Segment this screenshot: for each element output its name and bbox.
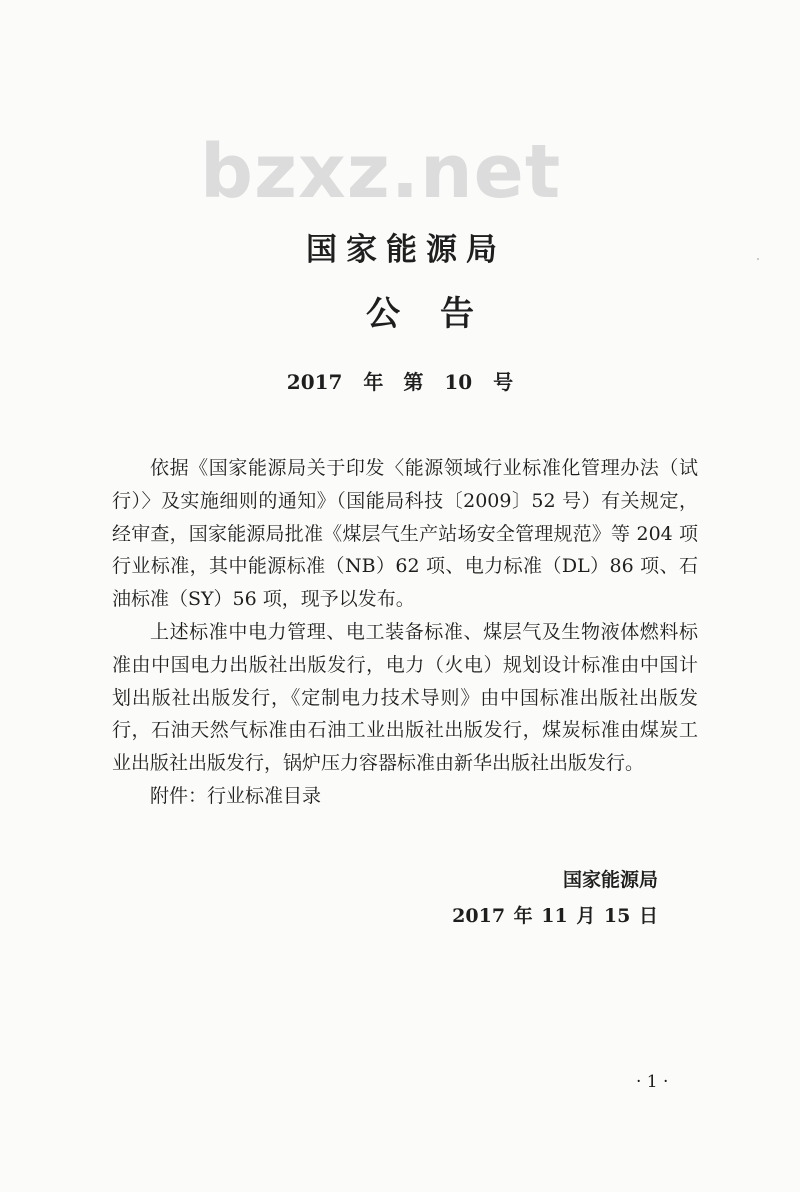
scan-speck — [757, 258, 759, 260]
issue-number: 2017 年 第 10 号 — [286, 370, 514, 394]
signature-block — [452, 862, 658, 934]
watermark: bzxz.net — [200, 129, 562, 215]
document-type-title: 公告 — [366, 294, 514, 334]
paragraph-attachment: 附件：行业标准目录 — [150, 784, 322, 807]
signature-agency: 国家能源局 — [562, 869, 658, 891]
announcement-body — [112, 452, 698, 813]
paragraph-approval: 依据《国家能源局关于印发〈能源领域行业标准化管理办法（试行）〉及实施细则的通知》（国能局科技〔2009〕52 号）有关规定，经审查，国家能源局批准《煤层气生产站场安全管理规范》等 204 项行业标准，其中能源标准（NB）62 项、电力标准（DL）86 项、石油标准（SY）56 项，现予以发布。 — [112, 457, 698, 611]
agency-title: 国家能源局 — [306, 232, 506, 268]
page-number: · 1 · — [636, 1072, 669, 1092]
signature-date: 2017 年 11 月 15 日 — [452, 905, 658, 927]
paragraph-publishers: 上述标准中电力管理、电工装备标准、煤层气及生物液体燃料标准由中国电力出版社出版发行，电力（火电）规划设计标准由中国计划出版社出版发行，《定制电力技术导则》由中国标准出版社出版发行，石油天然气标准由石油工业出版社出版发行，煤炭标准由煤炭工业出版社出版发行，锅炉压力容器标准由新华出版社出版发行。 — [112, 620, 698, 775]
